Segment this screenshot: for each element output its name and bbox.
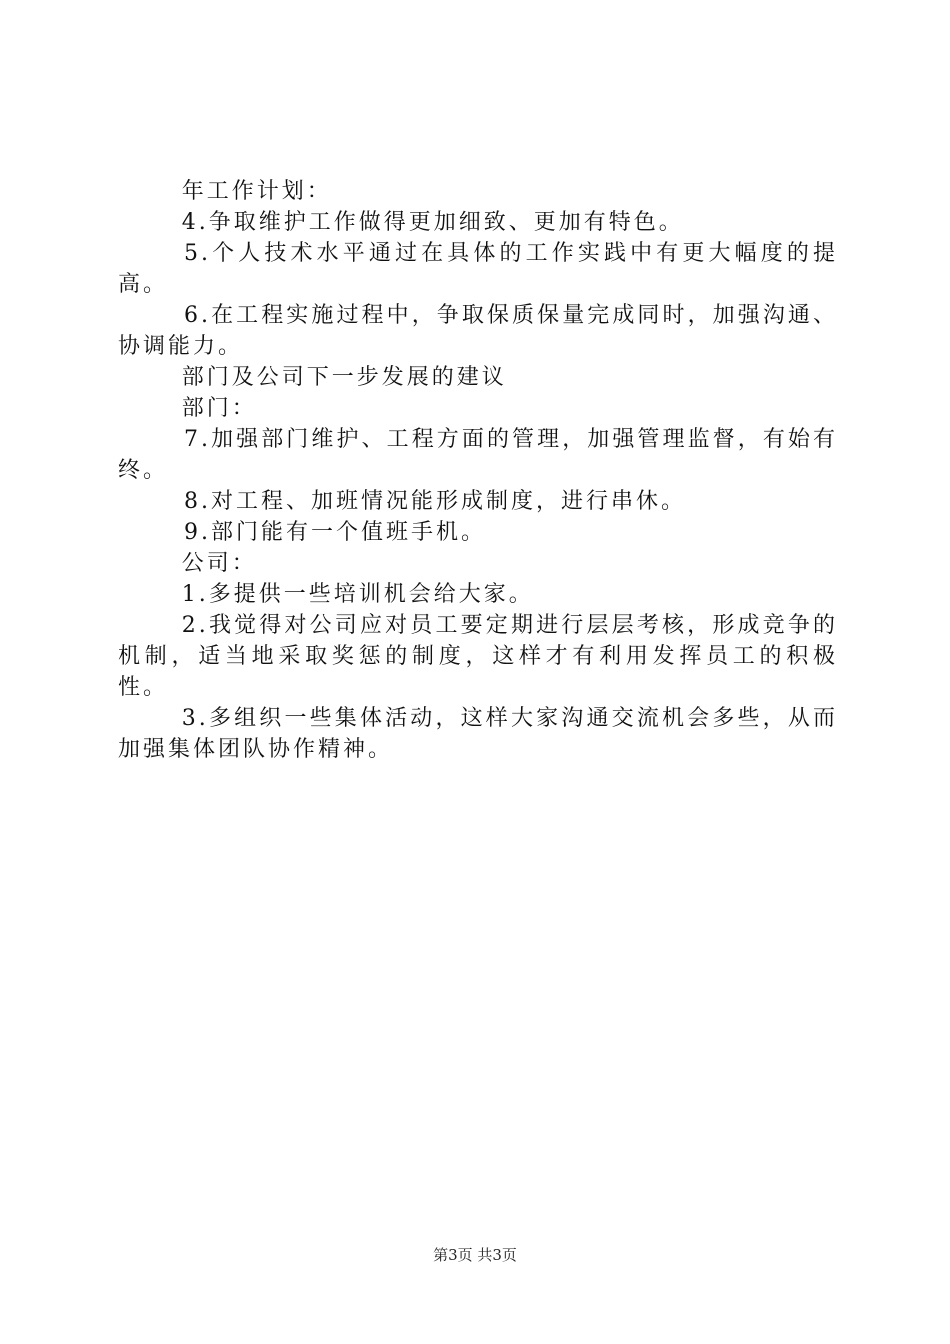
document-body xyxy=(118,176,838,765)
paragraph-company-item-2: 2.我觉得对公司应对员工要定期进行层层考核，形成竞争的机制，适当地采取奖惩的制度，这样才有利用发挥员工的积极性。 xyxy=(118,613,838,700)
paragraph-item-6: 6.在工程实施过程中，争取保质保量完成同时，加强沟通、协调能力。 xyxy=(118,303,838,359)
paragraph-item-9: 9.部门能有一个值班手机。 xyxy=(184,520,486,545)
page-number-footer: 第3页 共3页 xyxy=(433,1246,517,1264)
paragraph-plan-heading: 年工作计划： xyxy=(181,179,332,204)
paragraph-suggestions-heading: 部门及公司下一步发展的建议 xyxy=(181,365,507,390)
paragraph-item-7: 7.加强部门维护、工程方面的管理，加强管理监督，有始有终。 xyxy=(118,427,838,483)
paragraph-item-5: 5.个人技术水平通过在具体的工作实践中有更大幅度的提高。 xyxy=(118,241,838,297)
paragraph-company-item-3: 3.多组织一些集体活动，这样大家沟通交流机会多些，从而加强集体团队协作精神。 xyxy=(118,706,838,762)
paragraph-item-8: 8.对工程、加班情况能形成制度，进行串休。 xyxy=(184,489,686,514)
paragraph-company-item-1: 1.多提供一些培训机会给大家。 xyxy=(181,582,534,607)
paragraph-department-heading: 部门： xyxy=(181,396,257,421)
paragraph-company-heading: 公司： xyxy=(181,551,257,576)
paragraph-item-4: 4.争取维护工作做得更加细致、更加有特色。 xyxy=(181,210,684,235)
